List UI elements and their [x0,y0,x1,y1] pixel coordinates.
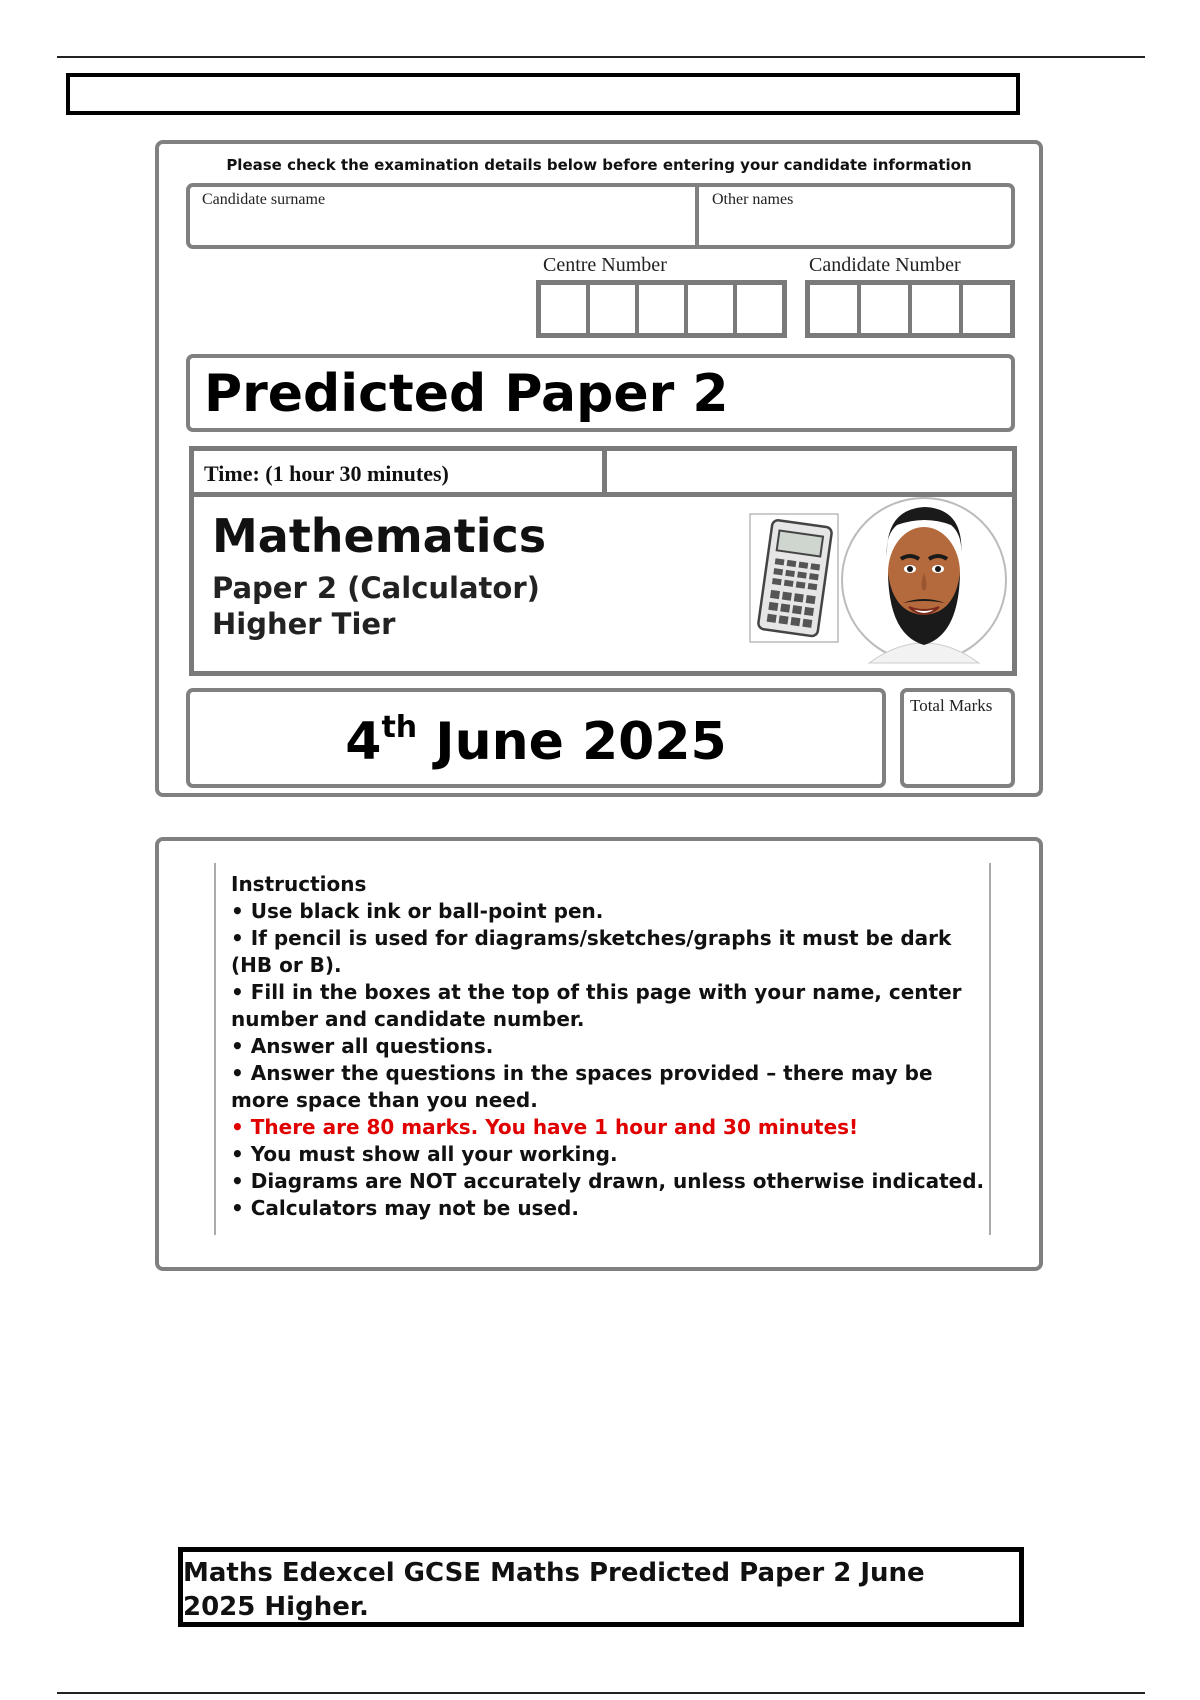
instruction-item-highlight: • There are 80 marks. You have 1 hour and 30 minutes! [231,1115,859,1139]
digit-box[interactable] [586,285,635,333]
centre-number-label: Centre Number [543,254,667,276]
instructions-card [155,837,1043,1271]
title-box [186,354,1015,432]
tier-label: Higher Tier [212,607,396,641]
instructions-heading: Instructions [231,872,367,896]
candidate-number-boxes[interactable] [805,280,1015,338]
subject-title: Mathematics [212,509,547,563]
name-divider [695,187,699,245]
digit-box[interactable] [684,285,733,333]
paper-info-box [189,446,1017,676]
bottom-rule [57,1692,1145,1694]
paper-subtitle: Paper 2 (Calculator) [212,571,540,605]
instruction-item: • Use black ink or ball-point pen. [231,899,604,923]
avatar [839,495,1009,665]
left-margin-line [214,863,216,1235]
digit-box[interactable] [733,285,782,333]
centre-number-boxes[interactable] [536,280,787,338]
candidate-name-box[interactable] [186,183,1015,249]
total-marks-box[interactable] [900,688,1015,788]
instruction-item: • Calculators may not be used. [231,1196,579,1220]
time-allowed: Time: (1 hour 30 minutes) [204,461,449,486]
digit-box[interactable] [857,285,908,333]
exam-details-card [155,140,1043,797]
header-blank-box [66,73,1020,115]
candidate-number-label: Candidate Number [809,254,961,276]
digit-box[interactable] [635,285,684,333]
time-row [194,451,1012,497]
exam-date: 4th June 2025 [345,710,727,772]
paper-title: Predicted Paper 2 [204,364,729,424]
instruction-item: • You must show all your working. [231,1142,618,1166]
candidate-surname-label: Candidate surname [202,191,326,208]
instruction-item: • Answer all questions. [231,1034,494,1058]
instructions-text [231,871,991,1222]
digit-box[interactable] [810,285,857,333]
exam-notice: Please check the examination details below before entering your candidate information [226,156,972,174]
footer-box [178,1547,1024,1627]
digit-box[interactable] [541,285,586,333]
time-divider [602,451,607,492]
other-names-label: Other names [712,191,794,208]
digit-box[interactable] [908,285,959,333]
digit-box[interactable] [959,285,1010,333]
instruction-item: • Fill in the boxes at the top of this page with your name, center number and candidate number. [231,980,962,1031]
total-marks-label: Total Marks [910,696,993,715]
instruction-item: • Diagrams are NOT accurately drawn, unless otherwise indicated. [231,1169,985,1193]
footer-text: Maths Edexcel GCSE Maths Predicted Paper 2 June 2025 Higher. [183,1558,925,1622]
instruction-item: • If pencil is used for diagrams/sketches/graphs it must be dark (HB or B). [231,926,952,977]
top-rule [57,56,1145,58]
instruction-item: • Answer the questions in the spaces provided – there may be more space than you need. [231,1061,933,1112]
date-box [186,688,886,788]
calculator-icon [749,513,839,643]
